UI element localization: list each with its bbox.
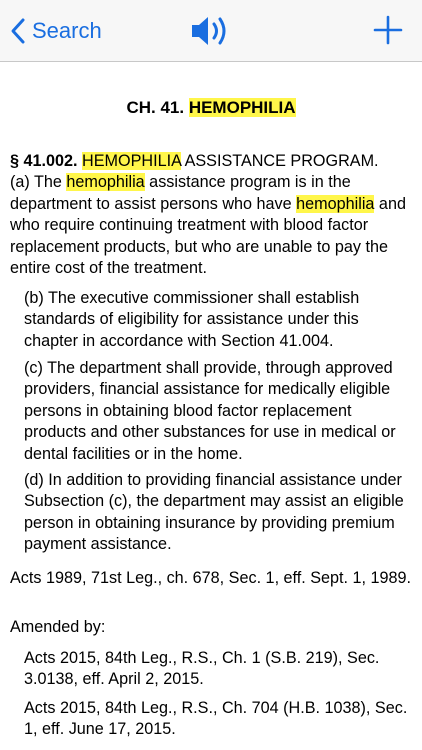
para-a-text-3: and who require continuing treatment with blood factor replacement products, but who are unable to pay the entire cost of the treatment. xyxy=(10,194,406,278)
section-title-highlight: HEMOPHILIA xyxy=(82,152,181,170)
document-content[interactable] xyxy=(0,62,422,750)
section-paragraph-b: (b) The executive commissioner shall establish standards of eligibility for assistance under this chapter in accordance with Section 41.004. xyxy=(24,289,360,350)
chapter-title xyxy=(0,98,422,118)
back-button-label: Search xyxy=(32,18,102,43)
section-title-rest: ASSISTANCE PROGRAM. xyxy=(180,152,379,170)
amendment-1: Acts 2015, 84th Leg., R.S., Ch. 1 (S.B. 219), Sec. 3.0138, eff. April 2, 2015. xyxy=(24,649,380,689)
section-paragraph-d: (d) In addition to providing financial assistance under Subsection (c), the department may assist an eligible person in obtaining insurance by providing premium payment assistance. xyxy=(24,471,404,554)
chapter-prefix: CH. 41. xyxy=(126,98,189,117)
para-a-highlight-1: hemophilia xyxy=(66,173,145,192)
para-a-text-1: (a) The xyxy=(10,173,67,192)
para-a-highlight-2: hemophilia xyxy=(296,194,375,213)
plus-icon xyxy=(372,14,404,46)
section-number: § 41.002. xyxy=(10,152,78,170)
section-paragraph-c: (c) The department shall provide, through approved providers, financial assistance for medically eligible persons in obtaining blood factor replacement products and other substances for use in medical or dental facilities or in the home. xyxy=(24,359,396,463)
add-button[interactable] xyxy=(372,14,404,46)
navigation-bar xyxy=(0,0,422,62)
para-a-text-2: assistance program is in the department to assist persons who have xyxy=(10,173,351,213)
chapter-highlight: HEMOPHILIA xyxy=(188,98,296,117)
amendment-2: Acts 2015, 84th Leg., R.S., Ch. 704 (H.B. 1038), Sec. 1, eff. June 17, 2015. xyxy=(24,699,408,739)
chevron-left-icon xyxy=(10,17,26,45)
speaker-button[interactable] xyxy=(188,13,236,49)
back-button[interactable] xyxy=(10,14,102,48)
amended-by-label: Amended by: xyxy=(10,618,106,636)
section-paragraph-a xyxy=(10,151,412,279)
acts-history: Acts 1989, 71st Leg., ch. 678, Sec. 1, eff. Sept. 1, 1989. xyxy=(10,569,412,587)
speaker-icon xyxy=(188,13,236,49)
